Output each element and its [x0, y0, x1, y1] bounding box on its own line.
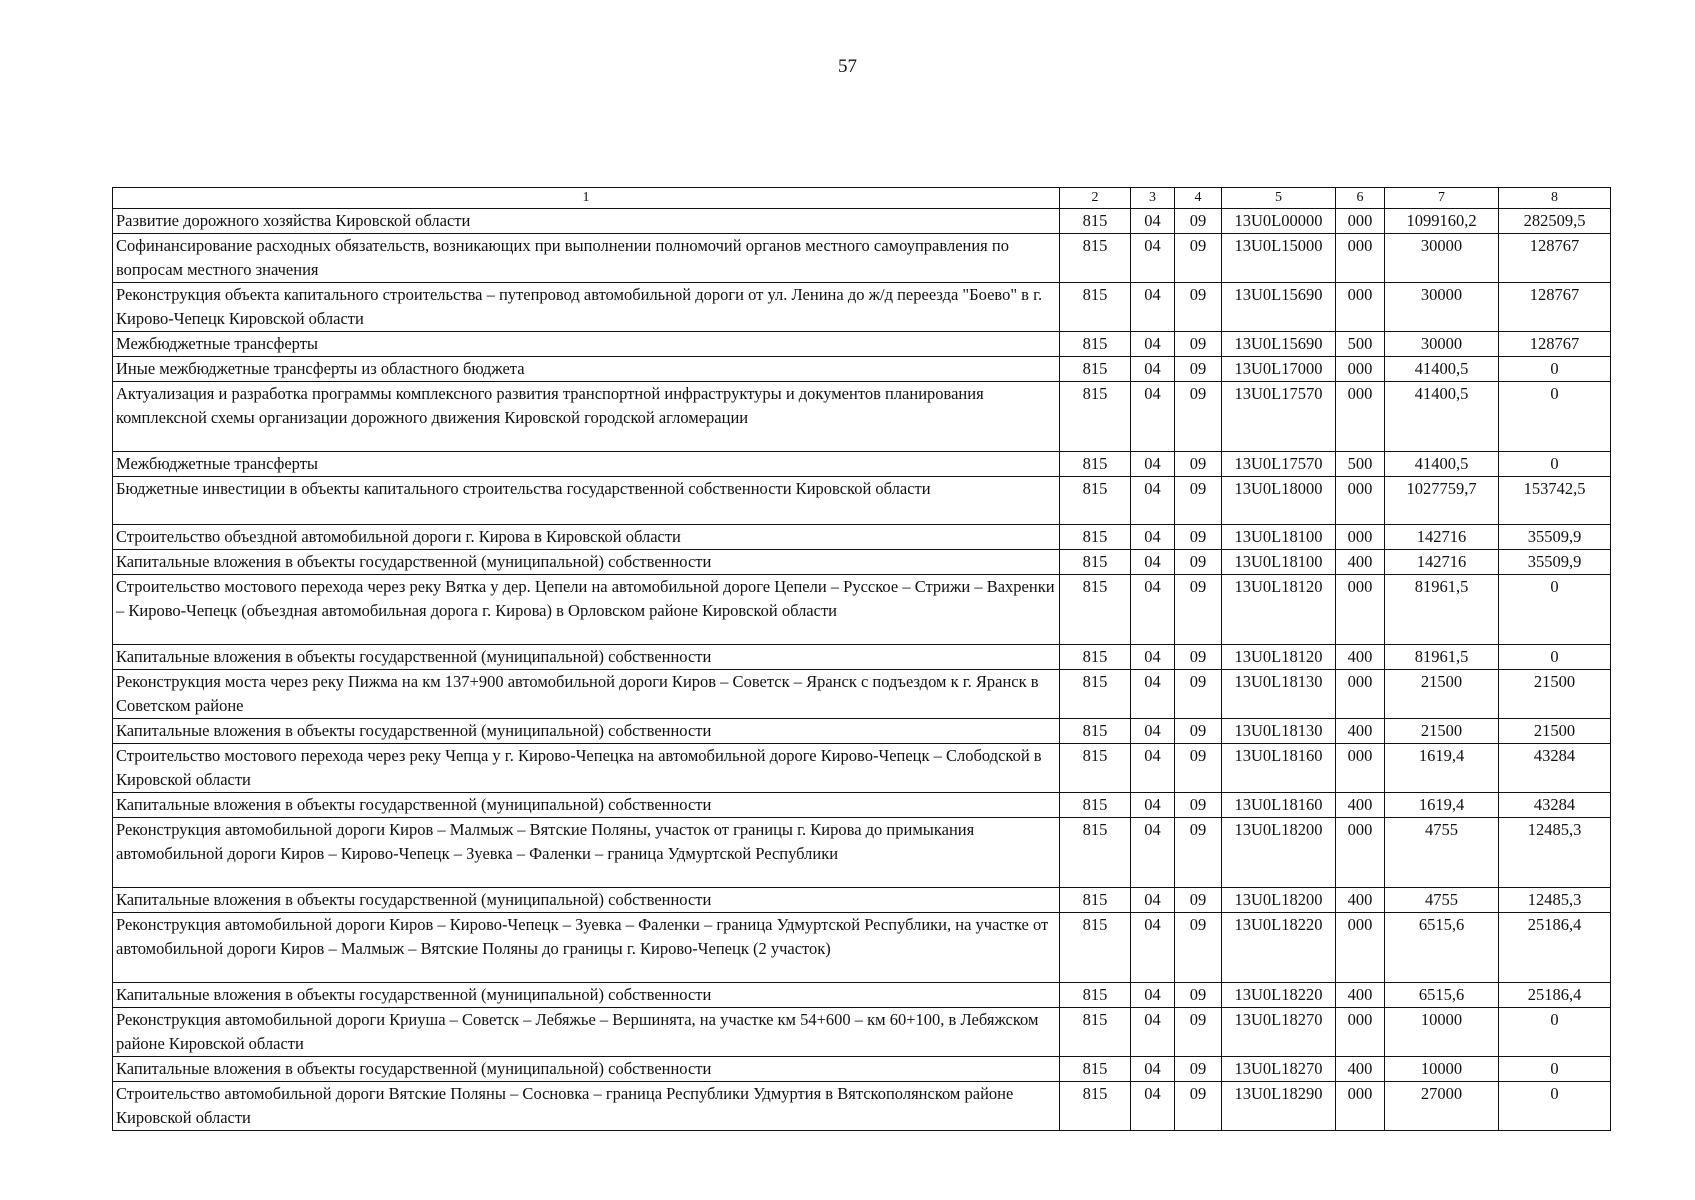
amount-year2-cell: 43284 — [1499, 744, 1611, 793]
admin-code-cell: 815 — [1060, 1008, 1131, 1057]
amount-year1-cell: 21500 — [1385, 719, 1499, 744]
item-name-cell: Капитальные вложения в объекты государственной (муниципальной) собственности — [113, 645, 1060, 670]
table-row — [113, 670, 1611, 719]
amount-year1-cell: 30000 — [1385, 332, 1499, 357]
amount-year2-cell: 128767 — [1499, 332, 1611, 357]
subsection-code-cell: 09 — [1175, 357, 1222, 382]
admin-code-cell: 815 — [1060, 525, 1131, 550]
header-cell: 8 — [1499, 188, 1611, 209]
subsection-code-cell: 09 — [1175, 913, 1222, 983]
target-article-cell: 13U0L18200 — [1222, 888, 1336, 913]
target-article-cell: 13U0L18120 — [1222, 645, 1336, 670]
admin-code-cell: 815 — [1060, 719, 1131, 744]
amount-year1-cell: 30000 — [1385, 234, 1499, 283]
table-row — [113, 234, 1611, 283]
expense-type-cell: 000 — [1336, 209, 1385, 234]
target-article-cell: 13U0L18270 — [1222, 1008, 1336, 1057]
amount-year2-cell: 128767 — [1499, 234, 1611, 283]
expense-type-cell: 000 — [1336, 525, 1385, 550]
section-code-cell: 04 — [1131, 550, 1175, 575]
subsection-code-cell: 09 — [1175, 1008, 1222, 1057]
expense-type-cell: 500 — [1336, 452, 1385, 477]
amount-year1-cell: 10000 — [1385, 1008, 1499, 1057]
item-name-cell: Строительство мостового перехода через реку Чепца у г. Кирово-Чепецка на автомобильной дороге Кирово-Чепецк – Слободской в Кировской области — [113, 744, 1060, 793]
expense-type-cell: 000 — [1336, 913, 1385, 983]
admin-code-cell: 815 — [1060, 793, 1131, 818]
expense-type-cell: 400 — [1336, 888, 1385, 913]
section-code-cell: 04 — [1131, 209, 1175, 234]
section-code-cell: 04 — [1131, 670, 1175, 719]
target-article-cell: 13U0L15690 — [1222, 332, 1336, 357]
section-code-cell: 04 — [1131, 332, 1175, 357]
table-row — [113, 744, 1611, 793]
table-row — [113, 1082, 1611, 1131]
admin-code-cell: 815 — [1060, 332, 1131, 357]
admin-code-cell: 815 — [1060, 452, 1131, 477]
amount-year2-cell: 0 — [1499, 575, 1611, 645]
header-row — [113, 188, 1611, 209]
amount-year1-cell: 142716 — [1385, 525, 1499, 550]
expense-type-cell: 400 — [1336, 719, 1385, 744]
amount-year2-cell: 282509,5 — [1499, 209, 1611, 234]
amount-year2-cell: 153742,5 — [1499, 477, 1611, 525]
subsection-code-cell: 09 — [1175, 1057, 1222, 1082]
header-cell: 2 — [1060, 188, 1131, 209]
amount-year2-cell: 0 — [1499, 382, 1611, 452]
subsection-code-cell: 09 — [1175, 525, 1222, 550]
admin-code-cell: 815 — [1060, 670, 1131, 719]
section-code-cell: 04 — [1131, 793, 1175, 818]
admin-code-cell: 815 — [1060, 1057, 1131, 1082]
admin-code-cell: 815 — [1060, 818, 1131, 888]
item-name-cell: Строительство автомобильной дороги Вятские Поляны – Сосновка – граница Республики Удмуртия в Вятскополянском районе Кировской области — [113, 1082, 1060, 1131]
expense-type-cell: 000 — [1336, 670, 1385, 719]
item-name-cell: Капитальные вложения в объекты государственной (муниципальной) собственности — [113, 983, 1060, 1008]
subsection-code-cell: 09 — [1175, 645, 1222, 670]
table-row — [113, 332, 1611, 357]
section-code-cell: 04 — [1131, 983, 1175, 1008]
item-name-cell: Межбюджетные трансферты — [113, 452, 1060, 477]
subsection-code-cell: 09 — [1175, 283, 1222, 332]
amount-year1-cell: 41400,5 — [1385, 357, 1499, 382]
section-code-cell: 04 — [1131, 525, 1175, 550]
item-name-cell: Капитальные вложения в объекты государственной (муниципальной) собственности — [113, 793, 1060, 818]
subsection-code-cell: 09 — [1175, 382, 1222, 452]
item-name-cell: Капитальные вложения в объекты государственной (муниципальной) собственности — [113, 719, 1060, 744]
item-name-cell: Софинансирование расходных обязательств, возникающих при выполнении полномочий органов местного самоуправления по вопросам местного значения — [113, 234, 1060, 283]
amount-year1-cell: 1027759,7 — [1385, 477, 1499, 525]
item-name-cell: Капитальные вложения в объекты государственной (муниципальной) собственности — [113, 888, 1060, 913]
section-code-cell: 04 — [1131, 283, 1175, 332]
admin-code-cell: 815 — [1060, 550, 1131, 575]
subsection-code-cell: 09 — [1175, 477, 1222, 525]
table-row — [113, 357, 1611, 382]
table-row — [113, 575, 1611, 645]
section-code-cell: 04 — [1131, 1008, 1175, 1057]
table-row — [113, 283, 1611, 332]
subsection-code-cell: 09 — [1175, 818, 1222, 888]
expense-type-cell: 400 — [1336, 793, 1385, 818]
admin-code-cell: 815 — [1060, 1082, 1131, 1131]
target-article-cell: 13U0L18160 — [1222, 744, 1336, 793]
section-code-cell: 04 — [1131, 818, 1175, 888]
amount-year2-cell: 21500 — [1499, 719, 1611, 744]
budget-table — [112, 187, 1611, 1131]
amount-year1-cell: 4755 — [1385, 888, 1499, 913]
admin-code-cell: 815 — [1060, 983, 1131, 1008]
expense-type-cell: 400 — [1336, 1057, 1385, 1082]
table-row — [113, 983, 1611, 1008]
target-article-cell: 13U0L18220 — [1222, 913, 1336, 983]
table-row — [113, 209, 1611, 234]
header-cell: 4 — [1175, 188, 1222, 209]
target-article-cell: 13U0L15690 — [1222, 283, 1336, 332]
expense-type-cell: 000 — [1336, 1082, 1385, 1131]
expense-type-cell: 000 — [1336, 744, 1385, 793]
amount-year1-cell: 6515,6 — [1385, 983, 1499, 1008]
amount-year1-cell: 4755 — [1385, 818, 1499, 888]
section-code-cell: 04 — [1131, 888, 1175, 913]
subsection-code-cell: 09 — [1175, 452, 1222, 477]
target-article-cell: 13U0L17570 — [1222, 382, 1336, 452]
amount-year2-cell: 0 — [1499, 1082, 1611, 1131]
amount-year2-cell: 12485,3 — [1499, 818, 1611, 888]
target-article-cell: 13U0L00000 — [1222, 209, 1336, 234]
amount-year1-cell: 6515,6 — [1385, 913, 1499, 983]
amount-year2-cell: 43284 — [1499, 793, 1611, 818]
admin-code-cell: 815 — [1060, 209, 1131, 234]
section-code-cell: 04 — [1131, 744, 1175, 793]
table-row — [113, 719, 1611, 744]
target-article-cell: 13U0L18220 — [1222, 983, 1336, 1008]
item-name-cell: Реконструкция моста через реку Пижма на км 137+900 автомобильной дороги Киров – Советск – Яранск с подъездом к г. Яранск в Советском районе — [113, 670, 1060, 719]
item-name-cell: Реконструкция автомобильной дороги Киров – Малмыж – Вятские Поляны, участок от границы г. Кирова до примыкания автомобильной дороги Киров – Кирово-Чепецк – Зуевка – Фаленки – граница Удмуртской Республики — [113, 818, 1060, 888]
amount-year2-cell: 35509,9 — [1499, 525, 1611, 550]
table-row — [113, 525, 1611, 550]
item-name-cell: Капитальные вложения в объекты государственной (муниципальной) собственности — [113, 550, 1060, 575]
expense-type-cell: 000 — [1336, 575, 1385, 645]
table-row — [113, 1008, 1611, 1057]
subsection-code-cell: 09 — [1175, 670, 1222, 719]
target-article-cell: 13U0L17000 — [1222, 357, 1336, 382]
amount-year1-cell: 27000 — [1385, 1082, 1499, 1131]
item-name-cell: Капитальные вложения в объекты государственной (муниципальной) собственности — [113, 1057, 1060, 1082]
subsection-code-cell: 09 — [1175, 983, 1222, 1008]
admin-code-cell: 815 — [1060, 283, 1131, 332]
item-name-cell: Межбюджетные трансферты — [113, 332, 1060, 357]
header-cell: 3 — [1131, 188, 1175, 209]
expense-type-cell: 000 — [1336, 357, 1385, 382]
target-article-cell: 13U0L18160 — [1222, 793, 1336, 818]
amount-year1-cell: 41400,5 — [1385, 382, 1499, 452]
table-row — [113, 913, 1611, 983]
section-code-cell: 04 — [1131, 234, 1175, 283]
target-article-cell: 13U0L18130 — [1222, 670, 1336, 719]
amount-year1-cell: 1099160,2 — [1385, 209, 1499, 234]
amount-year2-cell: 0 — [1499, 452, 1611, 477]
expense-type-cell: 000 — [1336, 477, 1385, 525]
page-number: 57 — [838, 56, 857, 77]
table-row — [113, 645, 1611, 670]
amount-year1-cell: 10000 — [1385, 1057, 1499, 1082]
section-code-cell: 04 — [1131, 382, 1175, 452]
amount-year2-cell: 25186,4 — [1499, 913, 1611, 983]
expense-type-cell: 400 — [1336, 983, 1385, 1008]
target-article-cell: 13U0L18200 — [1222, 818, 1336, 888]
target-article-cell: 13U0L18130 — [1222, 719, 1336, 744]
amount-year1-cell: 21500 — [1385, 670, 1499, 719]
item-name-cell: Бюджетные инвестиции в объекты капитального строительства государственной собственности Кировской области — [113, 477, 1060, 525]
section-code-cell: 04 — [1131, 1082, 1175, 1131]
expense-type-cell: 000 — [1336, 1008, 1385, 1057]
item-name-cell: Реконструкция автомобильной дороги Криуша – Советск – Лебяжье – Вершинята, на участке км 54+600 – км 60+100, в Лебяжском районе Кировской области — [113, 1008, 1060, 1057]
subsection-code-cell: 09 — [1175, 234, 1222, 283]
admin-code-cell: 815 — [1060, 888, 1131, 913]
expense-type-cell: 400 — [1336, 550, 1385, 575]
section-code-cell: 04 — [1131, 575, 1175, 645]
expense-type-cell: 000 — [1336, 234, 1385, 283]
amount-year1-cell: 30000 — [1385, 283, 1499, 332]
amount-year2-cell: 12485,3 — [1499, 888, 1611, 913]
section-code-cell: 04 — [1131, 645, 1175, 670]
target-article-cell: 13U0L18000 — [1222, 477, 1336, 525]
target-article-cell: 13U0L18270 — [1222, 1057, 1336, 1082]
expense-type-cell: 500 — [1336, 332, 1385, 357]
admin-code-cell: 815 — [1060, 357, 1131, 382]
subsection-code-cell: 09 — [1175, 719, 1222, 744]
target-article-cell: 13U0L17570 — [1222, 452, 1336, 477]
amount-year1-cell: 81961,5 — [1385, 645, 1499, 670]
amount-year2-cell: 0 — [1499, 357, 1611, 382]
amount-year1-cell: 1619,4 — [1385, 793, 1499, 818]
admin-code-cell: 815 — [1060, 477, 1131, 525]
item-name-cell: Актуализация и разработка программы комплексного развития транспортной инфраструктуры и документов планирования комплексной схемы организации дорожного движения Кировской городской агломерации — [113, 382, 1060, 452]
header-cell: 1 — [113, 188, 1060, 209]
admin-code-cell: 815 — [1060, 645, 1131, 670]
subsection-code-cell: 09 — [1175, 744, 1222, 793]
subsection-code-cell: 09 — [1175, 575, 1222, 645]
header-cell: 7 — [1385, 188, 1499, 209]
target-article-cell: 13U0L18290 — [1222, 1082, 1336, 1131]
table-row — [113, 452, 1611, 477]
section-code-cell: 04 — [1131, 477, 1175, 525]
admin-code-cell: 815 — [1060, 382, 1131, 452]
table-row — [113, 1057, 1611, 1082]
subsection-code-cell: 09 — [1175, 209, 1222, 234]
header-cell: 6 — [1336, 188, 1385, 209]
amount-year1-cell: 41400,5 — [1385, 452, 1499, 477]
table-row — [113, 793, 1611, 818]
amount-year1-cell: 142716 — [1385, 550, 1499, 575]
header-cell: 5 — [1222, 188, 1336, 209]
table-row — [113, 888, 1611, 913]
amount-year2-cell: 0 — [1499, 1057, 1611, 1082]
item-name-cell: Иные межбюджетные трансферты из областного бюджета — [113, 357, 1060, 382]
item-name-cell: Строительство объездной автомобильной дороги г. Кирова в Кировской области — [113, 525, 1060, 550]
item-name-cell: Развитие дорожного хозяйства Кировской области — [113, 209, 1060, 234]
expense-type-cell: 400 — [1336, 645, 1385, 670]
section-code-cell: 04 — [1131, 719, 1175, 744]
amount-year2-cell: 25186,4 — [1499, 983, 1611, 1008]
table-row — [113, 550, 1611, 575]
target-article-cell: 13U0L18120 — [1222, 575, 1336, 645]
amount-year2-cell: 128767 — [1499, 283, 1611, 332]
amount-year2-cell: 0 — [1499, 1008, 1611, 1057]
amount-year2-cell: 21500 — [1499, 670, 1611, 719]
item-name-cell: Строительство мостового перехода через реку Вятка у дер. Цепели на автомобильной дороге Цепели – Русское – Стрижи – Вахренки – Кирово-Чепецк (объездная автомобильная дорога г. Кирова) в Орловском районе Кировской области — [113, 575, 1060, 645]
section-code-cell: 04 — [1131, 913, 1175, 983]
target-article-cell: 13U0L18100 — [1222, 525, 1336, 550]
amount-year2-cell: 0 — [1499, 645, 1611, 670]
target-article-cell: 13U0L15000 — [1222, 234, 1336, 283]
section-code-cell: 04 — [1131, 357, 1175, 382]
section-code-cell: 04 — [1131, 1057, 1175, 1082]
expense-type-cell: 000 — [1336, 818, 1385, 888]
table-row — [113, 477, 1611, 525]
admin-code-cell: 815 — [1060, 575, 1131, 645]
amount-year1-cell: 81961,5 — [1385, 575, 1499, 645]
subsection-code-cell: 09 — [1175, 888, 1222, 913]
admin-code-cell: 815 — [1060, 913, 1131, 983]
admin-code-cell: 815 — [1060, 234, 1131, 283]
expense-type-cell: 000 — [1336, 283, 1385, 332]
subsection-code-cell: 09 — [1175, 1082, 1222, 1131]
subsection-code-cell: 09 — [1175, 332, 1222, 357]
item-name-cell: Реконструкция автомобильной дороги Киров – Кирово-Чепецк – Зуевка – Фаленки – граница Удмуртской Республики, на участке от автомобильной дороги Киров – Малмыж – Вятские Поляны до границы г. Кирово-Чепецк (2 участок) — [113, 913, 1060, 983]
subsection-code-cell: 09 — [1175, 793, 1222, 818]
expense-type-cell: 000 — [1336, 382, 1385, 452]
item-name-cell: Реконструкция объекта капитального строительства – путепровод автомобильной дороги от ул. Ленина до ж/д переезда "Боево" в г. Кирово-Чепецк Кировской области — [113, 283, 1060, 332]
table-row — [113, 382, 1611, 452]
section-code-cell: 04 — [1131, 452, 1175, 477]
amount-year2-cell: 35509,9 — [1499, 550, 1611, 575]
target-article-cell: 13U0L18100 — [1222, 550, 1336, 575]
table-row — [113, 818, 1611, 888]
subsection-code-cell: 09 — [1175, 550, 1222, 575]
amount-year1-cell: 1619,4 — [1385, 744, 1499, 793]
admin-code-cell: 815 — [1060, 744, 1131, 793]
